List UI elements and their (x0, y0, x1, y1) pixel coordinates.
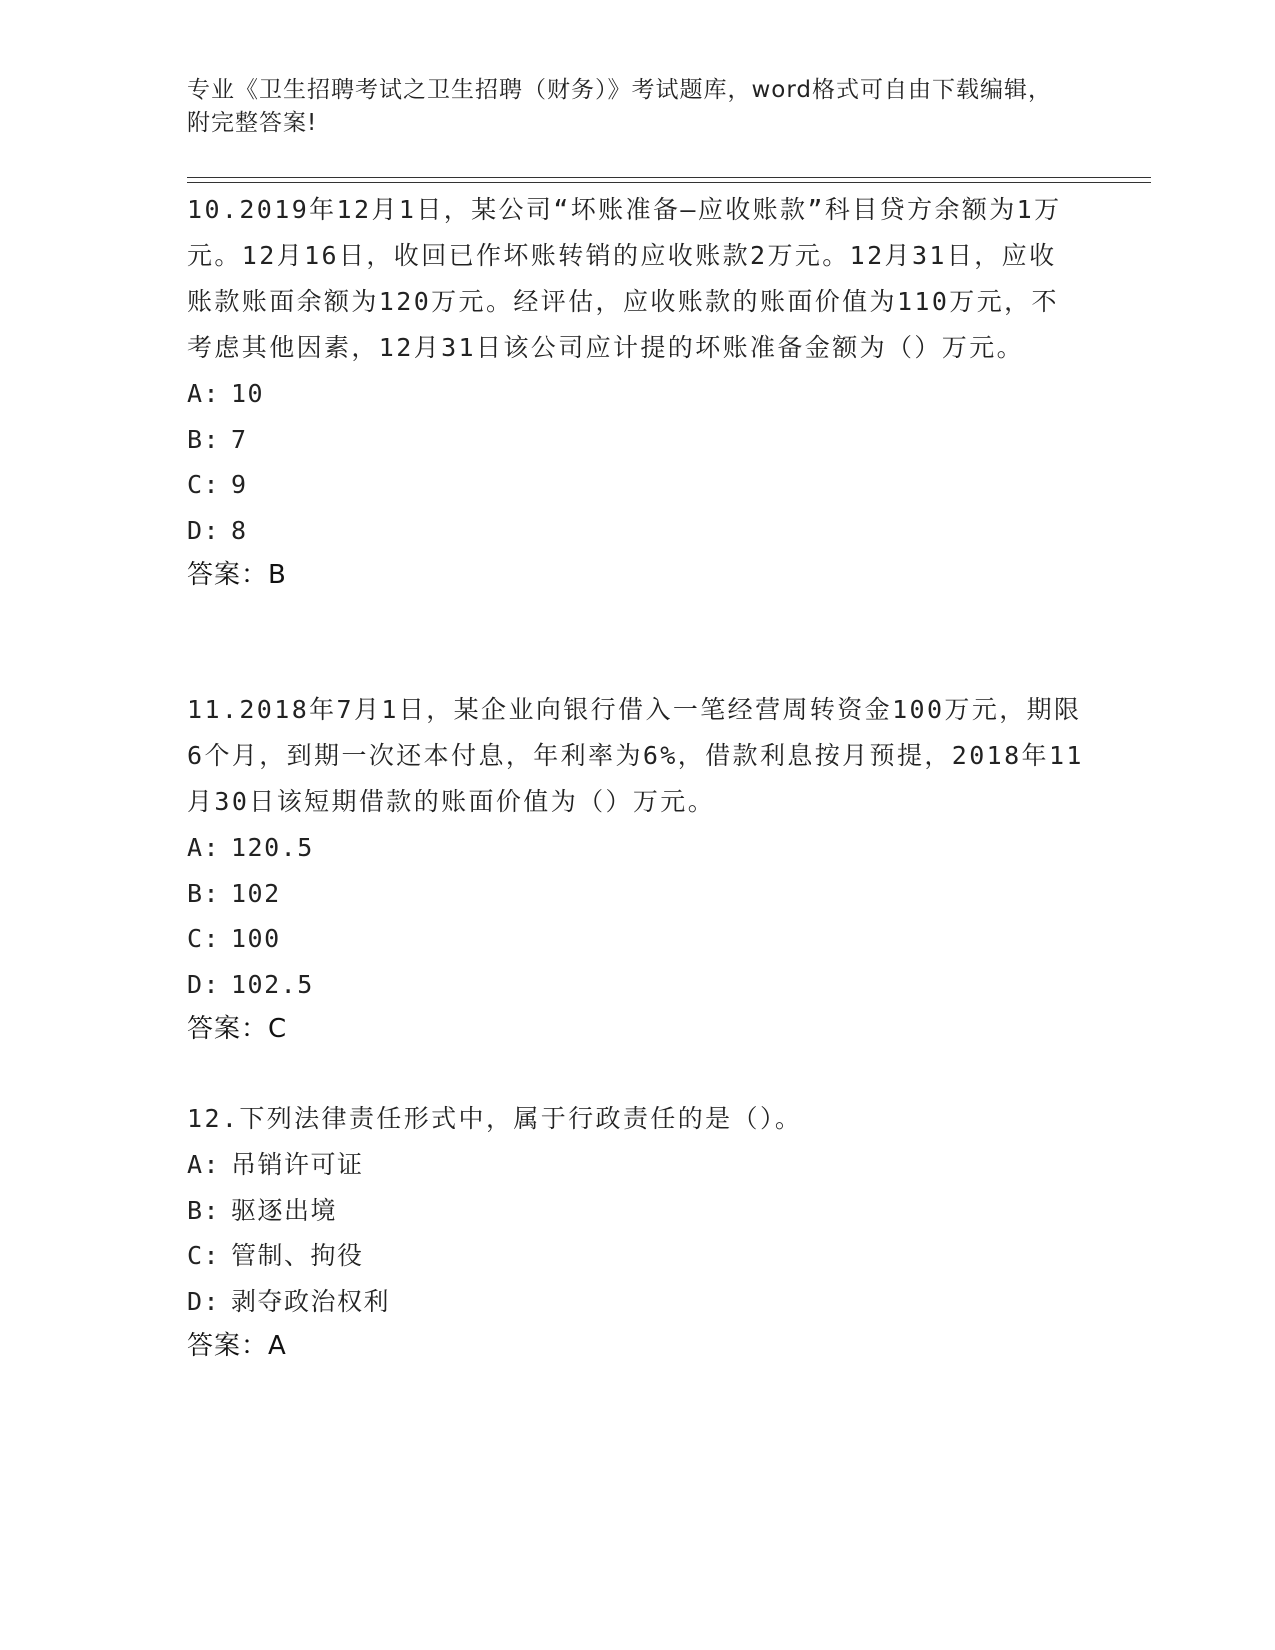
option-key: D: (187, 1286, 221, 1316)
option-text: 9 (231, 470, 248, 499)
option-key: C: (187, 1241, 221, 1270)
answer-label: 答案：A (187, 1331, 287, 1361)
option-a (187, 825, 1087, 871)
option-key: A: (187, 1150, 221, 1179)
option-text: 驱逐出境 (231, 1195, 338, 1225)
option-key: C: (187, 470, 221, 499)
option-key: D: (187, 969, 221, 999)
option-b (187, 1188, 1087, 1234)
option-d (187, 508, 1087, 554)
option-key: A: (187, 379, 221, 408)
answer-label: 答案：C (187, 1014, 288, 1044)
option-d (187, 1279, 1087, 1325)
question-stem: 12.下列法律责任形式中，属于行政责任的是（）。 (187, 1104, 803, 1133)
answer-label: 答案：B (187, 560, 287, 590)
question-stem: 10.2019年12月1日，某公司“坏账准备—应收账款”科目贷方余额为1万元。12月16日，收回已作坏账转销的应收账款2万元。12月31日，应收账款账面余额为120万元。经评估，应收账款的账面价值为110万元，不考虑其他因素，12月31日该公司应计提的坏账准备金额为（）万元。 (187, 195, 1062, 362)
question-11 (187, 687, 1087, 1052)
document-header: 专业《卫生招聘考试之卫生招聘（财务）》考试题库，word格式可自由下载编辑，附完整答案! (187, 77, 1053, 136)
question-stem: 11.2018年7月1日，某企业向银行借入一笔经营周转资金100万元，期限6个月，到期一次还本付息，年利率为6%，借款利息按月预提，2018年11月30日该短期借款的账面价值为（）万元。 (187, 695, 1084, 816)
option-key: B: (187, 1195, 221, 1225)
option-text: 吊销许可证 (231, 1150, 364, 1179)
option-d (187, 962, 1087, 1008)
option-key: B: (187, 424, 221, 454)
question-12 (187, 1096, 1087, 1369)
option-text: 102 (231, 878, 281, 908)
option-b (187, 871, 1087, 917)
header-rule-top (187, 177, 1151, 178)
option-key: A: (187, 833, 221, 862)
option-text: 102.5 (231, 969, 314, 999)
option-text: 剥夺政治权利 (231, 1286, 391, 1316)
option-list (187, 1142, 1087, 1324)
option-a (187, 371, 1087, 417)
option-a (187, 1142, 1087, 1188)
option-list (187, 371, 1087, 553)
option-c (187, 916, 1087, 962)
option-text: 8 (231, 515, 248, 545)
option-c (187, 462, 1087, 508)
option-list (187, 825, 1087, 1007)
option-text: 7 (231, 424, 248, 454)
option-c (187, 1233, 1087, 1279)
question-10 (187, 187, 1087, 598)
option-text: 10 (231, 379, 265, 408)
option-text: 管制、拘役 (231, 1241, 364, 1270)
option-text: 120.5 (231, 833, 314, 862)
option-key: B: (187, 878, 221, 908)
option-key: D: (187, 515, 221, 545)
option-key: C: (187, 924, 221, 953)
option-text: 100 (231, 924, 281, 953)
option-b (187, 417, 1087, 463)
header-rule-bottom (187, 182, 1151, 183)
